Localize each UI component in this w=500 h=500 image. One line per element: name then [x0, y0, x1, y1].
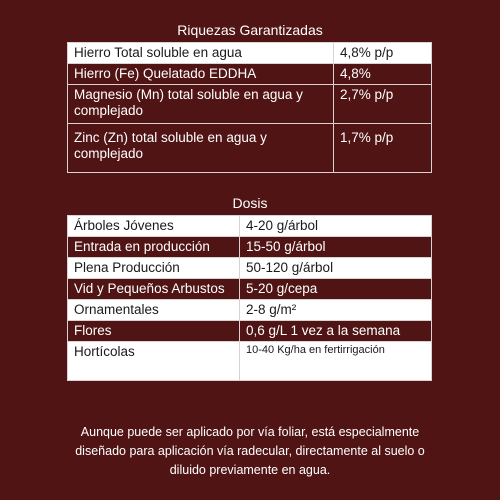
crop-name: Hortícolas: [68, 342, 240, 381]
component-name: Hierro (Fe) Quelatado EDDHA: [68, 64, 334, 85]
table-row: [68, 124, 432, 173]
table-row: [68, 216, 432, 237]
component-name: Magnesio (Mn) total soluble en agua y complejado: [68, 85, 334, 124]
table-row: [68, 64, 432, 85]
crop-name: Plena Producción: [68, 258, 240, 279]
dosage-table: [67, 215, 432, 381]
dose-value: 5-20 g/cepa: [240, 279, 432, 300]
dose-value: 0,6 g/L 1 vez a la semana: [240, 321, 432, 342]
crop-name: Entrada en producción: [68, 237, 240, 258]
table-row: [68, 321, 432, 342]
dose-value: 15-50 g/árbol: [240, 237, 432, 258]
component-name: Hierro Total soluble en agua: [68, 43, 334, 64]
dosage-title: Dosis: [232, 195, 268, 211]
crop-name: Ornamentales: [68, 300, 240, 321]
table-row: [68, 43, 432, 64]
dose-value: 10-40 Kg/ha en fertirrigación: [240, 342, 432, 381]
component-value: 4,8% p/p: [334, 43, 432, 64]
table-row: [68, 300, 432, 321]
dose-value: 4-20 g/árbol: [240, 216, 432, 237]
usage-note: Aunque puede ser aplicado por vía foliar, está especialmente diseñado para aplicación vía radecular, directamente al suelo o diluido previamente en agua.: [75, 425, 425, 477]
crop-name: Vid y Pequeños Arbustos: [68, 279, 240, 300]
table-row: [68, 237, 432, 258]
table-row: [68, 258, 432, 279]
crop-name: Árboles Jóvenes: [68, 216, 240, 237]
component-name: Zinc (Zn) total soluble en agua y complejado: [68, 124, 334, 173]
dose-value: 2-8 g/m²: [240, 300, 432, 321]
component-value: 1,7% p/p: [334, 124, 432, 173]
dose-value: 50-120 g/árbol: [240, 258, 432, 279]
component-value: 2,7% p/p: [334, 85, 432, 124]
table-row: [68, 85, 432, 124]
table-row: [68, 279, 432, 300]
guaranteed-title: Riquezas Garantizadas: [177, 22, 323, 38]
crop-name: Flores: [68, 321, 240, 342]
table-row: [68, 342, 432, 381]
component-value: 4,8%: [334, 64, 432, 85]
guaranteed-table: [67, 42, 432, 173]
